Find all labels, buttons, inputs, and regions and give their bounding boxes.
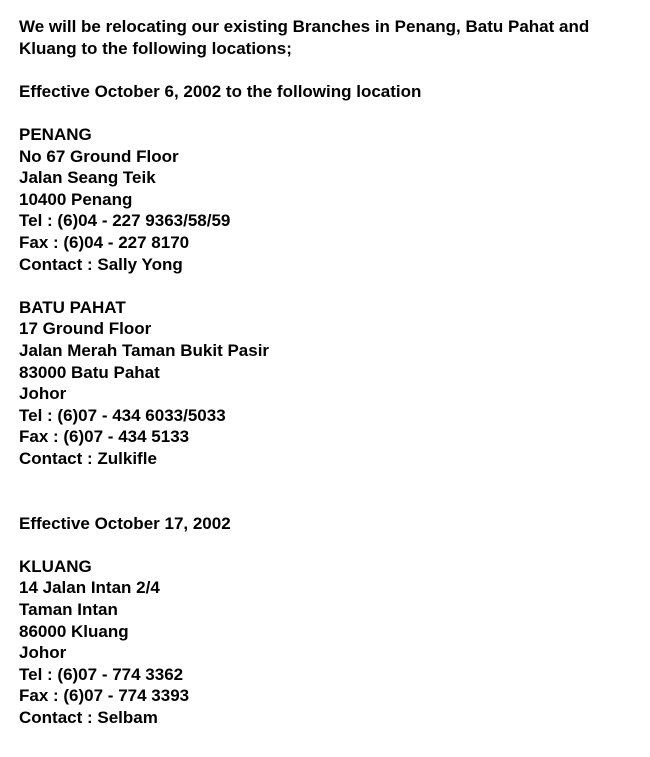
address-line: Johor [19,384,67,404]
branch-name: PENANG [19,124,92,144]
branch-name: KLUANG [19,556,92,576]
address-line: 83000 Batu Pahat [19,362,160,382]
address-line: Johor [19,643,67,663]
telephone-line: Tel : (6)07 - 774 3362 [19,664,184,684]
effective-date-1: Effective October 6, 2002 to the following location [19,81,422,101]
branch-batu-pahat [19,297,634,470]
branch-name: BATU PAHAT [19,297,126,317]
branch-penang [19,124,634,275]
address-line: No 67 Ground Floor [19,146,179,166]
intro-paragraph [19,16,634,59]
address-line: 10400 Penang [19,189,133,209]
fax-line: Fax : (6)07 - 434 5133 [19,427,190,447]
contact-line: Contact : Zulkifle [19,448,157,468]
contact-line: Contact : Selbam [19,708,158,727]
fax-line: Fax : (6)04 - 227 8170 [19,232,190,252]
address-line: Jalan Seang Teik [19,168,156,188]
effective-date-2: Effective October 17, 2002 [19,513,231,533]
spacer [19,469,634,512]
address-line: 86000 Kluang [19,621,129,641]
contact-line: Contact : Sally Yong [19,254,183,274]
spacer [19,102,634,124]
address-line: 17 Ground Floor [19,319,152,339]
telephone-line: Tel : (6)07 - 434 6033/5033 [19,405,226,425]
intro-line-2: Kluang to the following locations; [19,38,292,58]
fax-line: Fax : (6)07 - 774 3393 [19,686,190,706]
address-line: 14 Jalan Intan 2/4 [19,578,160,598]
relocation-notice [19,16,634,729]
intro-line-1: We will be relocating our existing Branches in Penang, Batu Pahat and [19,17,590,36]
spacer [19,534,634,556]
spacer [19,59,634,81]
address-line: Taman Intan [19,600,118,620]
spacer [19,275,634,297]
branch-kluang [19,556,634,729]
telephone-line: Tel : (6)04 - 227 9363/58/59 [19,211,231,231]
address-line: Jalan Merah Taman Bukit Pasir [19,340,270,360]
